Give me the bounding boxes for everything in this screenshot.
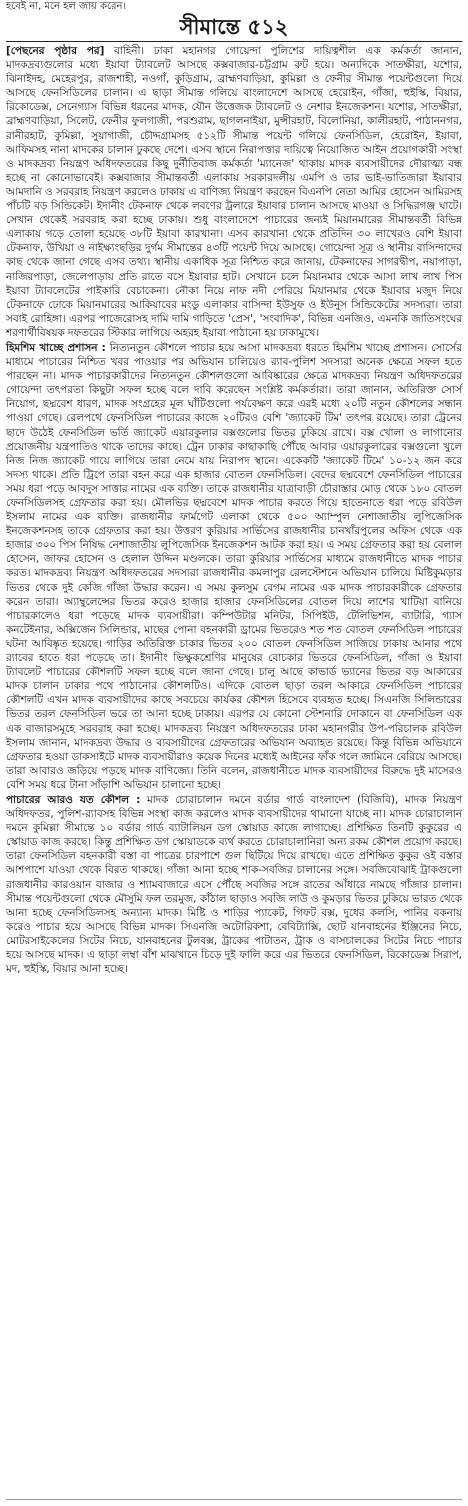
headline-rule (6, 41, 462, 42)
paragraph-smuggling-methods (6, 793, 462, 976)
paragraph-lead: [পেছনের পৃষ্ঠার পর] (6, 45, 105, 57)
paragraph-administration (6, 341, 462, 792)
subhead-smuggling-methods: পাচারের আরও যত কৌশল : (6, 793, 141, 806)
paragraph-text: বাহিনী। ঢাকা মহানগর গোয়েন্দা পুলিশের দায়িত্বশীল এক কর্মকর্তা জানান, মাদকদ্রব্যগুলোর মধ্যে ইয়াবা ট্যাবলেট আসছে কক্সবাজার-চট্টগ্রাম রুট হয়ে। অন্যদিকে সাতক্ষীরা, যশোর, ঝিনাইদহ, মেহেরপুর, রাজশাহী, নওগাঁ, কুড়িগ্রাম, ব্রাহ্মণবাড়িয়া, কুমিল্লা ও ফেনীর সীমান্ত পয়েন্টগুলো দিয়ে আসছে ফেনসিডিলের চালান। এ ছাড়া সীমান্ত গলিয়ে বাংলাদেশে আসছে হেরোইন, গাঁজা, হুইস্কি, বিয়ার, রিকোডেক্স, সেনেগ্যাস বিভিন্ন ধরনের মাদক, যৌন উত্তেজক ট্যাবলেট ও নেশার ইনজেকশন। যশোর, সাতক্ষীরা, ব্রাহ্মণবাড়িয়া, সিলেট, ফেনীর ফুলগাজী, পরশুরাম, ছাগলনাইয়া, মুন্সীরহাট, বিলোনিয়া, কালীরহাট, পাঠাননগর, রানীরহাট, কুমিল্লা, সুয়াগাজী, চৌদ্দগ্রামসহ ৫১২টি সীমান্ত পয়েন্ট গলিয়ে ফেনসিডিল, হেরোইন, ইয়াবা, আফিমসহ নানা মাদকের চালান ঢুকছে দেশে। এসব স্থানে নিরাপত্তার দায়িত্বে নিয়োজিত আইন প্রয়োগকারী সংস্থা ও মাদকদ্রব্য নিয়ন্ত্রণ অধিদফতরের কিছু দুর্নীতিবাজ কর্মকর্তা 'ম্যানেজ' থাকায় মাদক ব্যবসায়ীদের দৌরাত্ম্য বন্ধ হচ্ছে না কোনোভাবেই। কক্সবাজার সীমান্তবর্তী এলাকায় সরকারদলীয় এমপি ও তার ভাই-ভাতিজারা ইয়াবার আমদানি ও সরবরাহ নিয়ন্ত্রণ করলেও ঢাকায় এ বাণিজ্য নিয়ন্ত্রণ করছেন বিএনপি নেতা আমির হোসেন আমিরসহ পাঁচটি বড় সিন্ডিকেট। ইদানীং টেকনাফ থেকে লবণের ট্রলারে ইয়াবার চালান আসছে মাওয়া ও সিদ্ধিরগঞ্জ ঘাটে। সেখান থেকেই সরবরাহ করা হচ্ছে ঢাকায়। শুধু বাংলাদেশে পাচারের জন্যই মিয়ানমারের সীমান্তবর্তী বিভিন্ন এলাকায় গড়ে তোলা হয়েছে ৩৮টি ইয়াবা কারখানা। এসব কারখানা থেকে প্রতিদিন ৩০ লাখেরও বেশি ইয়াবা টেকনাফ, উখিয়া ও নাইক্ষ্যংছড়ির দুর্গম সীমান্তের ৪৩টি পয়েন্ট দিয়ে আসছে। গোয়েন্দা সূত্র ও স্থানীয় বাসিন্দাদের কাছ থেকে জানা গেছে এসব তথ্য। স্থানীয় একাধিক সূত্র নিশ্চিত করে জানায়, টেকনাফের সাগরদ্বীপ, নয়াপাড়া, নাজিরপাড়া, জেলেপাড়ায় প্রতি রাতে বসে ইয়াবার হাট। সেখানে চলে মিয়ানমার থেকে আসা লাখ লাখ পিস ইয়াবা ট্যাবলেটের পাইকারি বেচাকেনা। নৌকা নিয়ে নাফ নদী পেরিয়ে মিয়ানমার থেকে ইয়াবার মজুদ নিয়ে টেকনাফে ঢোকে মিয়ানমারের আকিয়াবের মংডু এলাকার বাসিন্দা ইউসুফ ও ইউনুস সিন্ডিকেটের সদস্যরা। তারা সবাই রোহিঙ্গা। এরপর পাজেরোসহ দামি দামি গাড়িতে 'প্রেস', 'সংবাদিক', বিভিন্ন এনজিও, এমনকি জাতিসংঘের শরণার্থীবিষয়ক দফতরের স্টিকার লাগিয়ে অহরহ ইয়াবা পাঠানো হয় ঢাকামুখে। (6, 45, 463, 339)
paragraph-text: মাদক চোরাচালান দমনে বর্ডার গার্ড বাংলাদেশ (বিজিবি), মাদক নিয়ন্ত্রণ অধিদফতর, পুলিশ-র‌্যাবসহ বিভিন্ন সংস্থা কাজ করলেও মাদক ব্যবসায়ীদের থামানো যাচ্ছে না। মাদক চোরাচালান দমনে কুমিল্লা সীমান্তে ১০ বর্ডার গার্ড ব্যাটালিয়ন ডগ স্কোয়াড কাজে লাগাচ্ছে। প্রশিক্ষিত তিনটি কুকুরের এ স্কোয়াড কাজ করছে। কিন্তু প্রশিক্ষিত ডগ স্কোয়াডকে ব্যর্থ করতে চোরাচালানিরা অন্য রকম কৌশল প্রয়োগ করছে। তারা ফেনসিডিল বহনকারী বস্তা বা পাত্রের চারপাশে গুল ছিটিয়ে দিয়ে রাখছে। এতে প্রশিক্ষিত কুকুর ওই বস্তার আশপাশে যাওয়া থেকে বিরত থাকছে। গাঁজা আনা হচ্ছে শাক-সবজির চালানের সঙ্গে। সবজিবোঝাই ট্রাকগুলো রাজধানীর কারওয়ান বাজার ও শ্যামবাজারে এসে পৌঁছে সবজির সঙ্গে রাতের আঁধারে নামছে গাঁজার চালান। সীমান্ত পয়েন্টগুলো থেকে মৌসুমি ফল তরমুজ, কাঁঠাল ছাড়াও সবজি লাউ ও কুমড়ার ভিতর ঢুকিয়ে ভারত থেকে আনা হচ্ছে ফেনসিডিলসহ অন্যান্য মাদক। মিষ্টি ও শাড়ির প্যাকেট, গিফট বক্স, দুধের কলসি, পানির বকনায় করেও পাচার হয়ে আসছে বিভিন্ন মাদক। সিএনজি অটোরিকশা, বেবিট্যাক্সি, ছোট যানবাহনের ইঞ্জিনের নিচে, মোটরসাইকেলের সিটের নিচে, যানবাহনের টুলবক্স, ট্রাকের পাটাতন, ট্রাক ও বাসচালকের সিটের নিচে পাচার হয়ে আসছে মাদক। এ ছাড়া লম্বা বাঁশ মাঝখানে চিড়ে দুই ফালি করে এর ভিতরে ফেনসিডিল, রিকোডেক্স সিরাপ, মদ, হুইস্কি, বিয়ার আনা হচ্ছে। (6, 793, 462, 976)
paragraph-intro (6, 44, 462, 340)
article-body (0, 44, 468, 976)
paragraph-text: নিত্যনতুন কৌশলে পাচার হয়ে আসা মাদকদ্রব্য ধরতে হিমশিম খাচ্ছে প্রশাসন। সোর্সের মাধ্যমে পাচারের নিশ্চিত খবর পাওয়ার পর অভিযান চালিয়েও র‌্যাব-পুলিশ সদস্যরা অনেক ক্ষেত্রে সফল হতে পারছেন না। মাদক পাচারকারীদের নিত্যনতুন কৌশলগুলো আবিষ্কারের ক্ষেত্রে মাদকদ্রব্য নিয়ন্ত্রণ অধিদফতরের গোয়েন্দা তৎপরতা কিছুটা সফল হচ্ছে বলে দাবি করেছেন সংশ্লিষ্ট কর্মকর্তারা। তারা জানান, অতিরিক্ত সোর্স নিয়োগ, ছদ্মবেশ ধারণ, মাদক সংগ্রহের মূল ঘাঁটিগুলো পর্যবেক্ষণ করে এরই মধ্যে ২০টি নতুন কৌশলের সন্ধান পাওয়া গেছে। রেলপথে ফেনসিডিল পাচারের কাজে ২০টিরও বেশি 'জ্যাকেট টিম' তৎপর রয়েছে। তারা ট্রেনের ছাদে উঠেই ফেনসিডিল ভর্তি জ্যাকেট এয়ারকুলার বক্সগুলোর ভিতর ঢুকিয়ে রাখে। বক্স খোলা ও লাগানোর প্রয়োজনীয় যন্ত্রপাতিও থাকে তাদের কাছে। ট্রেন ঢাকার কাছাকাছি পৌঁছে আবার এয়ারকুলারের বক্সগুলো খুলে নিজ নিজ জ্যাকেট গায়ে লাগিয়ে তারা নেমে যায় নিরাপদ স্থানে। একেকটি 'জ্যাকেট টিমে' ১০-১২ জন করে সদস্য থাকে। প্রতি ট্রিপে তারা বহন করে এক হাজার বোতল ফেনসিডিল। বেদের ছদ্মবেশে ফেনসিডিল পাচারের সময় ধরা পড়ে আবদুস সাত্তার নামের এক ব্যক্তি। তাকে রাজধানীর যাত্রাবাড়ী চৌরাস্তার মোড় থেকে ১৮০ বোতল ফেনসিডিলসহ গ্রেফতার করা হয়। মৌলভির ছদ্মবেশে মাদক পাচার করতে গিয়ে হাতেনাতে ধরা পড়ে রবিউল ইসলাম নামের এক ব্যক্তি। রাজধানীর ফার্মগেট এলাকা থেকে ৫০০ অ্যাম্পুল নেশাজাতীয় লুপিজেসিক ইনজেকশনসহ তাকে গ্রেফতার করা হয়। উত্তরণ কুরিয়ার সার্ভিসের রাজধানীর চানখাঁরপুলের অফিস থেকে এক হাজার ৩০০ পিস নিষিদ্ধ নেশাজাতীয় লুপিজেসিক ইনজেকশন আটক করা হয়। এ সময় গ্রেফতার করা হয় বেলাল হোসেন, জাফর হোসেন ও হেলাল উদ্দিন মণ্ডলকে। তারা কুরিয়ার সার্ভিসের মাধ্যমে রাজধানীতে মাদক পাচার করত। মাদকদ্রব্য নিয়ন্ত্রণ অধিদফতরের সদস্যরা রাজধানীর কমলাপুর রেলস্টেশনে অভিযান চালিয়ে মিষ্টিকুমড়ার ভিতর থেকে দুই কেজি গাঁজা উদ্ধার করেন। এ সময় কুলসুম বেগম নামের এক মাদক পাচারকারীকে গ্রেফতার করেন তারা। অ্যাম্বুলেন্সের ভিতর করেও হাজার হাজার ফেনসিডিলের বোতল দিয়ে লাশের খাটিয়া বানিয়ে পাচারকালেও ধরা পড়েছে মাদক ব্যবসায়ীরা। কম্পিউটার মনিটর, সিপিইউ, টেলিভিশন, ব্যাটারি, গ্যাস কনটেইনার, অক্সিজেন সিলিন্ডার, মাছের পোনা বহনকারী ড্রামের ভিতরেও শত শত বোতল ফেনসিডিল পাচারের ঘটনা আবিষ্কৃত হয়েছে। গাড়ির অতিরিক্ত চাকার ভিতর ২০০ বোতল ফেনসিডিল সাজিয়ে ঢাকায় আনার পথে র‌্যাবের হাতে ধরা পড়েছে তা। ইদানীং ভিক্ষুকশ্রেণির মানুষের বোচকার ভিতরে ফেনসিডিল, গাঁজা ও ইয়াবা ট্যাবলেট পাচারের কৌশলটি সফল হচ্ছে বলে জানা গেছে। চালু আছে কাভার্ড ভ্যানের ভিতর বড় আকারের মাদক চালান ঢাকার পথে পাঠানোর কৌশলটিও। এদিকে বোতল ছাড়া তরল আকারে ফেনসিডিল পাচারের কৌশলটি এখন মাদক ব্যবসায়ীদের কাছে সবচেয়ে কার্যকর কৌশল হিসেবে ব্যবহৃত হচ্ছে। সিএনজি সিলিন্ডারের ভিতর তরল ফেনসিডিল ভরে তা আনা হচ্ছে ঢাকায়। এরপর যে কোনো স্টেশনারি দোকানে বা ফেনসিডিল এক এক বাজারসমূহে সরবরাহ করা হচ্ছে। মাদকদ্রব্য নিয়ন্ত্রণ অধিদফতরের ঢাকা মহানগরীর উপ-পরিচালক রবিউল ইসলাম জানান, মাদকদ্রব্য উদ্ধার ও ব্যবসায়ীদের গ্রেফতারের অভিযান অব্যাহত রয়েছে। কিন্তু বিভিন্ন অভিযানে গ্রেফতার হওয়া ডাকসাইটে মাদক ব্যবসায়ীরাও কয়েক দিনের মধ্যেই আইনের ফাঁক গলে জামিনে বেরিয়ে আসছে। তারা আবারও জড়িয়ে পড়ছে মাদক বাণিজ্যে। তিনি বলেন, রাজধানীতে মাদক ব্যবসায়ীদের বিরুদ্ধে দুই মাসেরও বেশি সময় ধরে টানা সাঁড়াশি অভিযান চালানো হচ্ছে। (6, 341, 463, 791)
headline: সীমান্তে ৫১২ (179, 14, 289, 39)
subhead-administration: হিমশিম খাচ্ছে প্রশাসন : (6, 341, 106, 354)
top-fragment: হবেই না, মনে হল জায় করেন। (6, 1, 127, 12)
bottom-rule (6, 1499, 462, 1500)
